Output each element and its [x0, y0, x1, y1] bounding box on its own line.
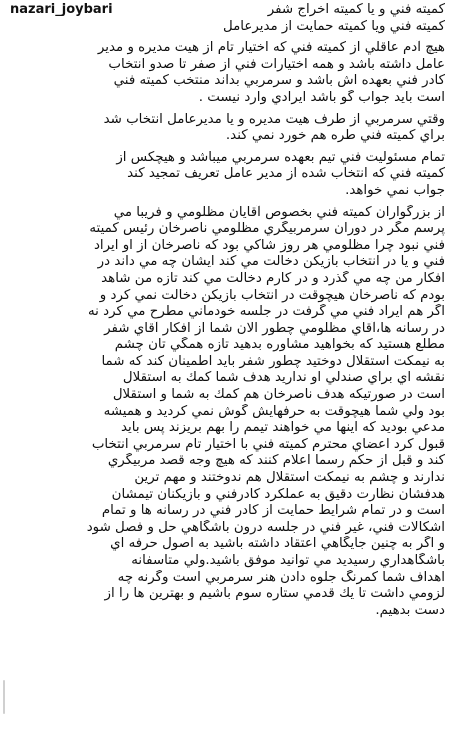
- caption-line: در رسانه ها،آقاي مظلومي چطور الان شما از افکار آقاي شفر: [104, 320, 445, 336]
- caption-line: تمام مسئولیت فني تیم بعهده سرمربي میباشد و هیچکس از: [116, 149, 445, 165]
- caption-line: از بزرگواران کمیته فني بخصوص آقایان مظلومي و فریبا مي: [113, 204, 445, 220]
- caption-line: مدعي بودید که اینها مي خواهند تیمم را بهم بریزند پس باید: [121, 420, 445, 436]
- caption-line: است در صورتیکه هدف ناصرخان هم کمك به شما و استقلال: [112, 387, 445, 403]
- caption-line: عامل داشته باشد و همه اختیارات فني از صفر تا صدو انتخاب: [108, 56, 445, 72]
- caption-line: هیچ آدم عاقلي از کمیته فني که اختیار تام از هیت مدیره و مدیر: [97, 40, 445, 56]
- caption-line: است و در تمام شرایط حمایت از کادر فني در رسانه ها و تمام: [101, 503, 445, 519]
- caption-line: پرسم مگر در دوران سرمربیگري مظلومي ناصرخان رئیس کمیته: [89, 221, 445, 237]
- caption-line: هدفشان نظارت دقیق به عملکرد کادرفني و بازیکنان تیمشان: [111, 486, 445, 502]
- caption-line: افکار من چه مي گذرد و در کارم دخالت مي کند تازه من شاهد: [101, 270, 445, 286]
- caption-line: کمیته فني ویا کمیته حمایت از مدیرعامل: [222, 18, 445, 34]
- caption-line: براي کمیته فني طره هم خورد نمي کند.: [225, 128, 445, 144]
- caption-body: [10, 19, 445, 620]
- caption-line: لزومي داشت تا یك قدمي ستاره سوم باشیم و بهترین ها را از: [104, 586, 445, 602]
- caption-line: دست بدهیم.: [375, 602, 445, 618]
- caption-line: جواب نمي خواهد.: [345, 182, 445, 198]
- caption-line: باشگاهداري رسیدید مي توانید موفق باشید.ولي متاسفانه: [131, 553, 445, 568]
- caption-line: به نیمکت استقلال دوختید چطور شفر باید اطمینان کند که شما: [101, 353, 445, 369]
- caption-line: کمیته فني که انتخاب شده از مدیر عامل تعریف تمجید کند: [127, 166, 445, 182]
- caption-line: اگر هم ایراد فني مي گرفت در جلسه خودماني مطرح مي کرد نه: [87, 304, 445, 320]
- caption-line: بود ولي شما هیچوقت به حرفهایش گوش نمي کردید و همیشه: [103, 403, 445, 419]
- caption-header-line: [10, 2, 445, 19]
- caption-line: است باید جواب گو باشد ایرادي وارد نیست .: [198, 89, 445, 105]
- caption-line: کند و قبل از حکم رسما اعلام کنند که هیچ وجه قصد مربیگري: [107, 453, 445, 469]
- username[interactable]: nazari_joybari: [10, 2, 113, 17]
- scroll-indicator: [3, 680, 5, 714]
- caption-line: قبول کرد اعضاي محترم کمیته فني با اختیار تام سرمربي انتخاب: [91, 436, 445, 452]
- caption-line: و اگر به چنین جایگاهي اعتقاد داشته باشید به اصول حرفه اي: [110, 536, 445, 552]
- caption-title: کمیته فني و یا کمیته اخراج شفر: [267, 2, 445, 17]
- caption-line: کادر فني بعهده اش باشد و سرمربي بداند منتخب کمیته فني: [113, 73, 445, 89]
- caption-line: وقتي سرمربي از طرف هیت مدیره و یا مدیرعامل انتخاب شد: [103, 111, 445, 127]
- caption-line: نقشه اي براي صندلي او ندارید هدف شما کمك به استقلال: [122, 370, 445, 386]
- caption-line: مطلع هستید که بخواهید مشاوره بدهید تازه همگي تان چشم: [114, 337, 445, 353]
- caption-line: اهداف شما کمرنگ جلوه دادن هنر سرمربي است وگرنه چه: [117, 569, 445, 585]
- caption-line: ندارند و چشم به نیمکت استقلال هم ندوختند و مهم ترین: [134, 470, 445, 486]
- caption-line: بودم که ناصرخان هیچوقت در انتخاب بازیکن دخالت نمي کرد و: [99, 287, 445, 303]
- caption-line: اشکالات فني، غیر فني در جلسه درون باشگاهي حل و فصل شود: [86, 519, 445, 535]
- caption-line: فني نبود چرا مظلومي هر روز شاکي بود که ناصرخان از او ایراد: [93, 237, 445, 253]
- caption-line: فني و یا در انتخاب بازیکن دخالت مي کند ایشان چه مي داند در: [97, 254, 445, 270]
